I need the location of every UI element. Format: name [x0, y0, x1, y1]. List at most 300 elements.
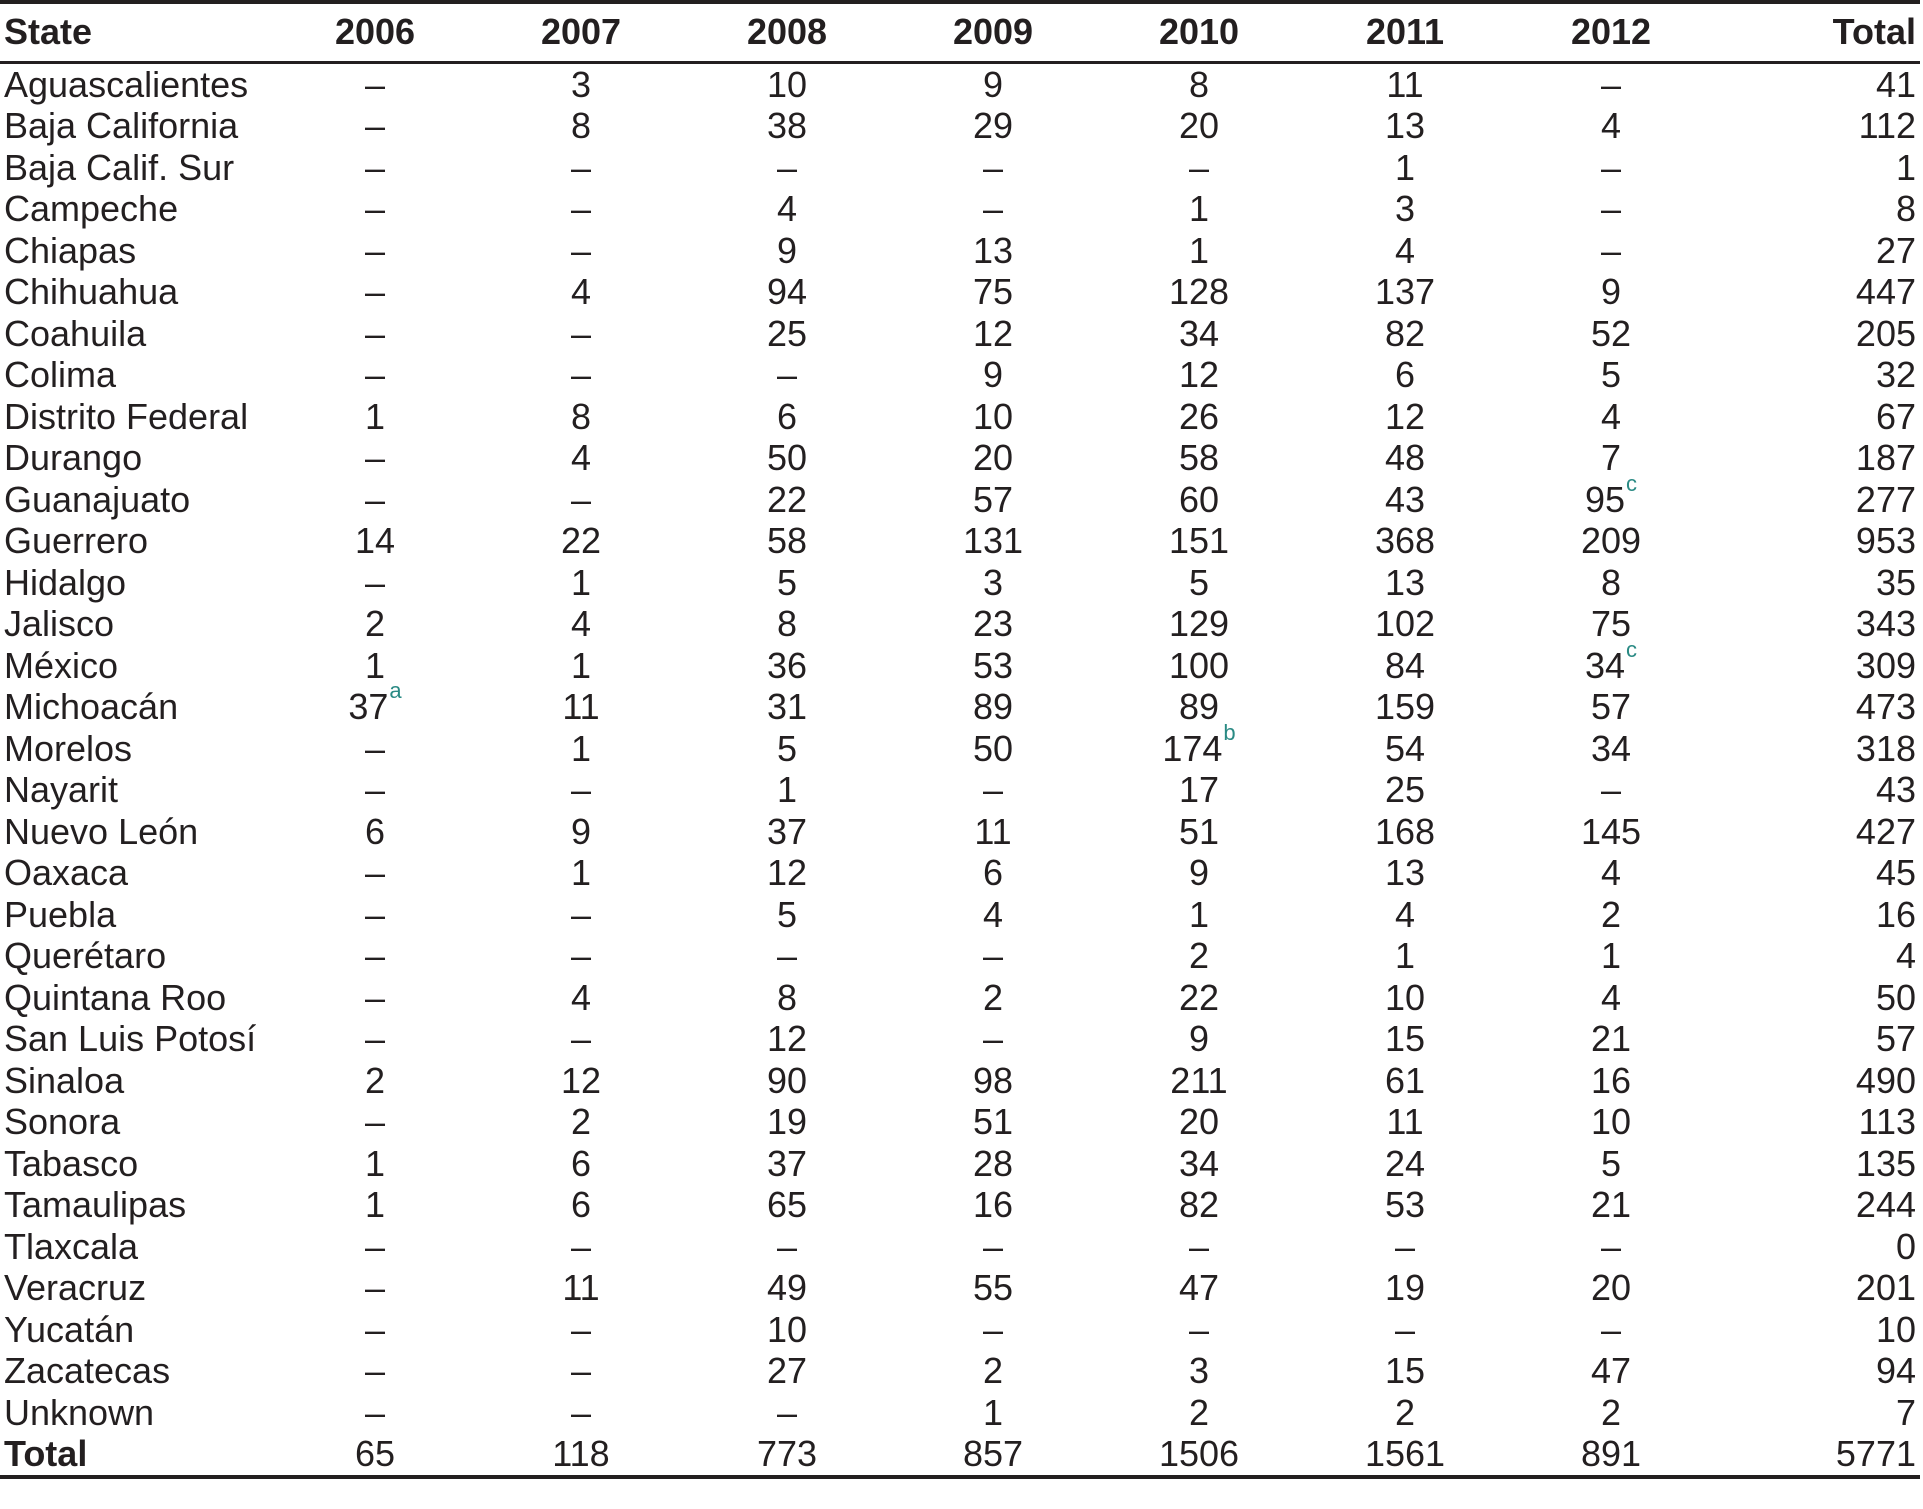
state-name: Tamaulipas	[4, 1184, 187, 1225]
row-total: 343	[1855, 603, 1916, 644]
year-value: 3	[1188, 1350, 1210, 1391]
year-value: 4	[1600, 105, 1622, 146]
year-value: 90	[766, 1059, 808, 1101]
year-value: 95	[1584, 478, 1626, 520]
table-row	[0, 1350, 1920, 1392]
year-value: –	[1188, 146, 1210, 188]
year-total: 891	[1508, 1433, 1714, 1477]
table-row	[0, 313, 1920, 355]
year-value: –	[364, 271, 386, 312]
state-name: Zacatecas	[4, 1350, 171, 1391]
year-value: 37	[348, 686, 389, 727]
year-value: 137	[1374, 271, 1436, 312]
year-value: –	[364, 1225, 386, 1267]
year-value: –	[364, 146, 386, 188]
row-total: 1	[1895, 146, 1916, 188]
year-value: 12	[766, 1018, 808, 1059]
row-total: 50	[1875, 976, 1916, 1018]
footnote-marker: c	[1626, 470, 1638, 496]
year-value: 5	[776, 727, 798, 769]
year-value: 2	[1188, 1391, 1210, 1433]
year-value: 6	[776, 395, 798, 437]
header-2007: 2007	[478, 2, 684, 62]
row-total: 490	[1855, 1059, 1916, 1101]
year-value: –	[364, 935, 386, 976]
year-total: 65	[272, 1433, 478, 1477]
year-value: –	[364, 561, 386, 603]
row-total: 112	[1858, 105, 1916, 146]
year-value: 1	[1188, 893, 1210, 935]
state-name: Baja Calif. Sur	[4, 146, 235, 188]
year-value: 61	[1384, 1059, 1426, 1101]
year-value: 11	[562, 686, 600, 727]
state-name: Jalisco	[4, 603, 115, 644]
year-value: 2	[1600, 893, 1622, 935]
year-value: 51	[972, 1101, 1014, 1142]
year-value: 11	[562, 1267, 600, 1308]
row-total: 309	[1855, 644, 1916, 686]
year-value-cell	[1508, 636, 1714, 687]
year-value: 368	[1374, 520, 1436, 561]
year-value: 100	[1168, 644, 1230, 686]
year-value: 20	[972, 437, 1014, 478]
state-name: Guerrero	[4, 520, 149, 561]
year-value: 10	[1590, 1101, 1632, 1142]
table-row	[0, 1018, 1920, 1060]
year-value: –	[364, 1350, 386, 1391]
year-value: 145	[1580, 810, 1642, 852]
year-value: 26	[1178, 395, 1220, 437]
year-value: 2	[1600, 1391, 1622, 1433]
year-value: –	[1600, 188, 1622, 229]
year-value: 34	[1178, 1142, 1220, 1184]
year-value: 6	[570, 1184, 592, 1225]
year-value: 2	[570, 1101, 592, 1142]
year-value: 57	[972, 478, 1014, 520]
year-value: 10	[972, 395, 1014, 437]
year-value: 20	[1178, 1101, 1220, 1142]
year-value: –	[776, 146, 798, 188]
state-name: Oaxaca	[4, 852, 129, 893]
year-value: 5	[1188, 561, 1210, 603]
header-2009: 2009	[890, 2, 1096, 62]
year-value: 22	[1178, 976, 1220, 1018]
year-value: –	[364, 437, 386, 478]
year-value: 6	[1394, 354, 1416, 395]
row-total: 447	[1855, 271, 1916, 312]
year-value: –	[1188, 1225, 1210, 1267]
state-name: México	[4, 644, 119, 686]
year-value: 47	[1178, 1267, 1220, 1308]
table-row	[0, 188, 1920, 230]
year-value: 2	[982, 976, 1004, 1018]
row-total: 8	[1895, 188, 1916, 229]
year-value: 6	[570, 1142, 592, 1184]
row-total: 953	[1855, 520, 1916, 561]
year-value: 4	[982, 893, 1004, 935]
footnote-marker: b	[1223, 719, 1236, 745]
year-value: 9	[982, 354, 1004, 395]
year-value: –	[776, 1225, 798, 1267]
year-total: 118	[478, 1433, 684, 1477]
year-value: 13	[1384, 105, 1426, 146]
year-value: –	[570, 1225, 592, 1267]
year-total: 1561	[1302, 1433, 1508, 1477]
year-value: 3	[1394, 188, 1416, 229]
year-value: –	[364, 852, 386, 893]
year-value: –	[1600, 229, 1622, 271]
year-value: 11	[974, 810, 1012, 852]
year-value: 22	[766, 478, 808, 520]
year-value: 9	[1600, 271, 1622, 312]
value-with-footnote	[348, 678, 402, 728]
year-value: 2	[1188, 935, 1210, 976]
year-total: 773	[684, 1433, 890, 1477]
year-value: –	[364, 1391, 386, 1433]
year-value: 82	[1178, 1184, 1220, 1225]
footnote-marker: a	[389, 678, 402, 703]
year-value: 65	[766, 1184, 808, 1225]
total-row	[0, 1433, 1920, 1477]
year-value: 58	[1178, 437, 1220, 478]
table-row	[0, 354, 1920, 396]
year-value: 6	[364, 810, 386, 852]
year-value: –	[570, 935, 592, 976]
value-with-footnote	[1162, 719, 1236, 770]
year-value: 82	[1384, 312, 1426, 354]
table-row	[0, 1309, 1920, 1351]
row-total: 10	[1875, 1308, 1916, 1350]
year-value: 12	[1178, 354, 1220, 395]
year-value: 25	[1384, 769, 1426, 810]
year-value: 3	[982, 561, 1004, 603]
year-value: 2	[364, 1059, 386, 1101]
year-value: –	[364, 1308, 386, 1350]
value-with-footnote	[1584, 470, 1638, 521]
year-value: –	[982, 1018, 1004, 1059]
year-total: 857	[890, 1433, 1096, 1477]
year-value: –	[776, 1391, 798, 1433]
year-value-cell	[272, 678, 478, 728]
table-row	[0, 769, 1920, 811]
year-value: 51	[1178, 810, 1220, 852]
state-name: San Luis Potosí	[4, 1018, 257, 1059]
table-row	[0, 562, 1920, 604]
row-total: 94	[1875, 1350, 1916, 1391]
grand-total: 5771	[1714, 1433, 1920, 1477]
year-value: 4	[570, 437, 592, 478]
row-total: 16	[1875, 893, 1916, 935]
year-value: 1	[364, 1184, 386, 1225]
year-value: 4	[1600, 852, 1622, 893]
row-total: 7	[1895, 1391, 1916, 1433]
row-total: 32	[1875, 354, 1916, 395]
state-name: Colima	[4, 354, 117, 395]
year-value: 53	[972, 644, 1014, 686]
year-value: 4	[570, 603, 592, 644]
year-value: 75	[1590, 603, 1632, 644]
year-value: 84	[1384, 644, 1426, 686]
year-value: –	[570, 1391, 592, 1433]
year-value: 8	[776, 976, 798, 1018]
row-total: 57	[1875, 1018, 1916, 1059]
year-value: 1	[776, 769, 798, 810]
year-value: 22	[560, 520, 602, 561]
table-row	[0, 977, 1920, 1019]
year-value: 8	[1188, 63, 1210, 105]
row-total: 244	[1855, 1184, 1916, 1225]
state-name: Nuevo León	[4, 810, 199, 852]
year-value: 25	[766, 312, 808, 354]
header-state: State	[0, 2, 272, 62]
table-row	[0, 645, 1920, 687]
year-value: 9	[776, 229, 798, 271]
year-value: 31	[766, 686, 808, 727]
year-value: 9	[1188, 1018, 1210, 1059]
header-total: Total	[1714, 2, 1920, 62]
year-value: 2	[1394, 1391, 1416, 1433]
state-name: Tabasco	[4, 1142, 139, 1184]
year-value: 1	[364, 395, 386, 437]
row-total: 277	[1855, 478, 1916, 520]
state-name: Durango	[4, 437, 143, 478]
year-value: 15	[1384, 1018, 1426, 1059]
year-value: 131	[962, 520, 1024, 561]
state-name: Chiapas	[4, 229, 137, 271]
year-value: 52	[1590, 312, 1632, 354]
year-total: 1506	[1096, 1433, 1302, 1477]
year-value: 1	[1188, 229, 1210, 271]
year-value: 159	[1374, 686, 1436, 727]
state-name: Sinaloa	[4, 1059, 125, 1101]
year-value: –	[570, 893, 592, 935]
year-value: 2	[364, 603, 386, 644]
year-value: 4	[1600, 976, 1622, 1018]
year-value: 16	[1590, 1059, 1632, 1101]
year-value: –	[1600, 769, 1622, 810]
row-total: 41	[1875, 63, 1916, 105]
row-total: 4	[1895, 935, 1916, 976]
year-value: 8	[570, 395, 592, 437]
state-name: Tlaxcala	[4, 1225, 139, 1267]
year-value: 128	[1168, 271, 1230, 312]
footnote-marker: c	[1626, 636, 1638, 662]
state-name: Unknown	[4, 1391, 155, 1433]
year-value: 1	[570, 852, 592, 893]
year-value: –	[364, 478, 386, 520]
table-row	[0, 811, 1920, 853]
year-value-cell	[1096, 719, 1302, 770]
year-value: –	[364, 1018, 386, 1059]
year-value: 17	[1178, 769, 1220, 810]
year-value: 102	[1374, 603, 1436, 644]
year-value: 4	[570, 271, 592, 312]
table-row	[0, 1060, 1920, 1102]
row-total: 0	[1895, 1225, 1916, 1267]
year-value: –	[776, 354, 798, 395]
year-value: –	[570, 478, 592, 520]
year-value: 13	[1384, 852, 1426, 893]
year-value: 5	[1600, 354, 1622, 395]
year-value: 8	[1600, 561, 1622, 603]
row-total: 318	[1855, 727, 1916, 769]
table-row	[0, 935, 1920, 977]
year-value: 37	[766, 810, 808, 852]
year-value: –	[570, 146, 592, 188]
year-value: 2	[982, 1350, 1004, 1391]
state-name: Veracruz	[4, 1267, 147, 1308]
header-2012: 2012	[1508, 2, 1714, 62]
year-value: –	[570, 1018, 592, 1059]
row-total: 473	[1855, 686, 1916, 727]
state-name: Distrito Federal	[4, 395, 249, 437]
table-row	[0, 62, 1920, 105]
year-value: –	[364, 105, 386, 146]
state-name: Aguascalientes	[4, 63, 249, 105]
year-value: –	[1394, 1308, 1416, 1350]
year-value: 9	[982, 63, 1004, 105]
year-value: 8	[776, 603, 798, 644]
year-value: 21	[1590, 1018, 1632, 1059]
year-value: 13	[972, 229, 1014, 271]
year-value: 1	[1394, 146, 1416, 188]
year-value: 98	[972, 1059, 1014, 1101]
table-row	[0, 1184, 1920, 1226]
state-name: Yucatán	[4, 1308, 135, 1350]
row-total: 35	[1875, 561, 1916, 603]
year-value: 7	[1600, 437, 1622, 478]
year-value: 48	[1384, 437, 1426, 478]
year-value: 151	[1168, 520, 1230, 561]
total-label: Total	[0, 1433, 272, 1477]
row-total: 43	[1875, 769, 1916, 810]
year-value: –	[570, 188, 592, 229]
year-value: 13	[1384, 561, 1426, 603]
year-value: 53	[1384, 1184, 1426, 1225]
state-name: Hidalgo	[4, 561, 127, 603]
year-value: 89	[1178, 686, 1220, 727]
year-value: –	[364, 312, 386, 354]
header-2010: 2010	[1096, 2, 1302, 62]
table-header	[0, 2, 1920, 62]
year-value: 4	[570, 976, 592, 1018]
year-value: –	[364, 1267, 386, 1308]
row-total: 427	[1855, 810, 1916, 852]
row-total: 187	[1855, 437, 1916, 478]
year-value: 50	[766, 437, 808, 478]
year-value: 12	[766, 852, 808, 893]
year-value: 1	[1600, 935, 1622, 976]
year-value: 1	[982, 1391, 1004, 1433]
year-value: –	[364, 354, 386, 395]
year-value: 1	[1394, 935, 1416, 976]
year-value: 3	[570, 63, 592, 105]
year-value: 4	[1600, 395, 1622, 437]
year-value: –	[776, 935, 798, 976]
year-value: –	[570, 229, 592, 271]
year-value: 1	[570, 561, 592, 603]
year-value: 34	[1178, 312, 1220, 354]
header-2006: 2006	[272, 2, 478, 62]
state-name: Campeche	[4, 188, 179, 229]
year-value: –	[364, 893, 386, 935]
year-value: –	[1600, 63, 1622, 105]
header-2011: 2011	[1302, 2, 1508, 62]
year-value: 24	[1384, 1142, 1426, 1184]
year-value: –	[364, 188, 386, 229]
year-value: 57	[1590, 686, 1632, 727]
year-value: 34	[1584, 644, 1626, 686]
table-body	[0, 62, 1920, 1477]
year-value: 19	[766, 1101, 808, 1142]
year-value: 60	[1178, 478, 1220, 520]
year-value: 5	[1600, 1142, 1622, 1184]
year-value: 168	[1374, 810, 1436, 852]
year-value: 21	[1590, 1184, 1632, 1225]
year-value: –	[364, 976, 386, 1018]
year-value: 9	[570, 810, 592, 852]
year-value: –	[1188, 1308, 1210, 1350]
year-value: –	[364, 63, 386, 105]
table-row	[0, 271, 1920, 313]
year-value: 47	[1590, 1350, 1632, 1391]
year-value: 11	[1386, 63, 1424, 105]
year-value-cell	[1508, 470, 1714, 521]
year-value: 4	[776, 188, 798, 229]
year-value: 12	[1384, 395, 1426, 437]
row-total: 205	[1855, 312, 1916, 354]
year-value: –	[570, 1308, 592, 1350]
year-value: 94	[766, 271, 808, 312]
state-name: Puebla	[4, 893, 117, 935]
year-value: 1	[570, 727, 592, 769]
year-value: –	[570, 312, 592, 354]
state-name: Morelos	[4, 727, 133, 769]
row-total: 45	[1875, 852, 1916, 893]
state-name: Querétaro	[4, 935, 167, 976]
year-value: 58	[766, 520, 808, 561]
year-value: 12	[972, 312, 1014, 354]
year-value: 54	[1384, 727, 1426, 769]
year-value: 9	[1188, 852, 1210, 893]
table-row	[0, 520, 1920, 562]
year-value: –	[570, 769, 592, 810]
year-value: 1	[1188, 188, 1210, 229]
year-value: 75	[972, 271, 1014, 312]
table-row	[0, 479, 1920, 521]
year-value: 36	[766, 644, 808, 686]
year-value: 38	[766, 105, 808, 146]
year-value: 28	[972, 1142, 1014, 1184]
state-name: Coahuila	[4, 312, 147, 354]
year-value: –	[982, 935, 1004, 976]
header-2008: 2008	[684, 2, 890, 62]
year-value: –	[1600, 1225, 1622, 1267]
year-value: 12	[560, 1059, 602, 1101]
year-value: 209	[1580, 520, 1642, 561]
year-value: –	[1600, 1308, 1622, 1350]
year-value: –	[570, 1350, 592, 1391]
year-value: 37	[766, 1142, 808, 1184]
year-value: 129	[1168, 603, 1230, 644]
year-value: 6	[982, 852, 1004, 893]
year-value: 14	[354, 520, 396, 561]
row-total: 113	[1858, 1101, 1916, 1142]
year-value: 23	[972, 603, 1014, 644]
year-value: –	[1600, 146, 1622, 188]
year-value: 89	[972, 686, 1014, 727]
year-value: 55	[972, 1267, 1014, 1308]
